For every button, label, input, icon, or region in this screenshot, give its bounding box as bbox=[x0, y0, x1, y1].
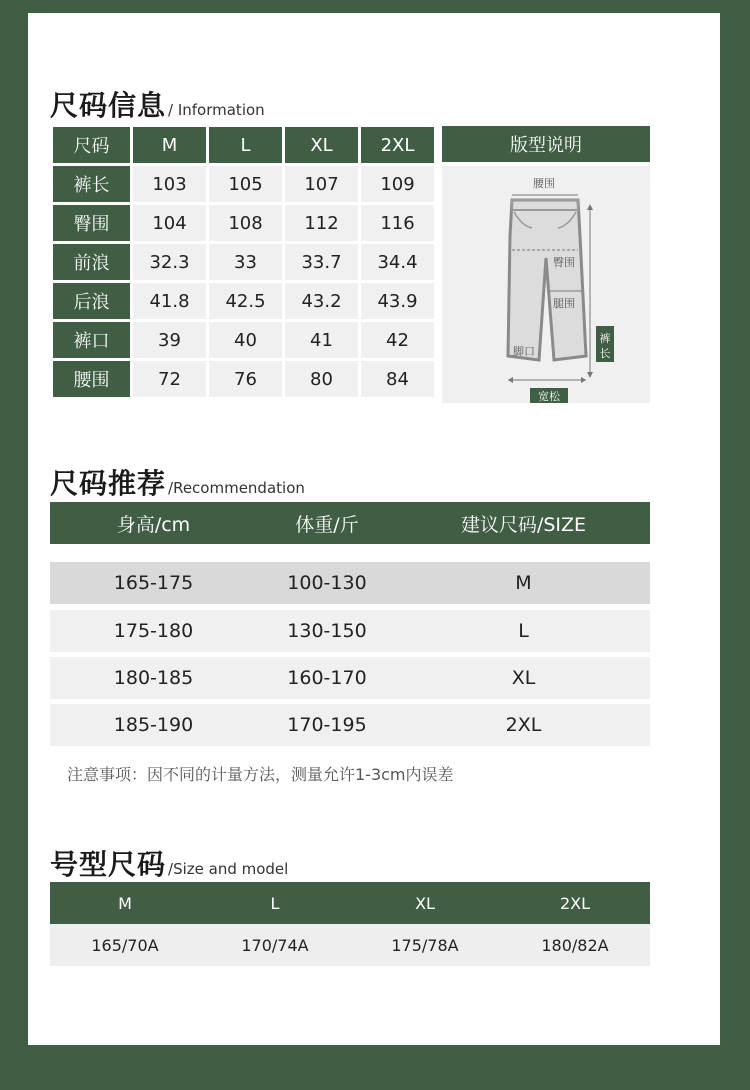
cell-value: 43.2 bbox=[285, 283, 358, 319]
rec-weight: 100-130 bbox=[287, 572, 367, 594]
model-col-2xl: 2XL bbox=[559, 893, 591, 913]
model-subtitle: /Size and model bbox=[168, 860, 289, 878]
cell-value: 33 bbox=[209, 244, 282, 280]
size-table bbox=[50, 124, 437, 400]
hip-label: 臀围 bbox=[553, 256, 575, 269]
rec-weight: 130-150 bbox=[287, 620, 367, 642]
cell-value: 42 bbox=[361, 322, 434, 358]
size-table-header bbox=[53, 127, 434, 163]
size-col-2xl: 2XL bbox=[361, 127, 434, 163]
pants-outline bbox=[508, 200, 586, 360]
rec-size: 2XL bbox=[505, 714, 542, 736]
waist-label: 腰围 bbox=[533, 177, 555, 190]
rec-size: XL bbox=[511, 667, 536, 689]
thigh-label: 腿围 bbox=[553, 297, 575, 310]
cell-value: 34.4 bbox=[361, 244, 434, 280]
cell-value: 109 bbox=[361, 166, 434, 202]
arrow-head-right bbox=[581, 377, 586, 383]
rec-weight: 170-195 bbox=[287, 714, 367, 736]
cell-value: 32.3 bbox=[133, 244, 206, 280]
cell-value: 84 bbox=[361, 361, 434, 397]
rec-size: M bbox=[515, 572, 532, 594]
table-row bbox=[50, 610, 650, 652]
cell-value: 112 bbox=[285, 205, 358, 241]
cell-value: 80 bbox=[285, 361, 358, 397]
measurement-note: 注意事项：因不同的计量方法，测量允许1-3cm内误差 bbox=[67, 765, 454, 784]
cell-value: 39 bbox=[133, 322, 206, 358]
rec-col-size: 建议尺码/SIZE bbox=[460, 513, 587, 536]
table-row bbox=[53, 205, 434, 241]
fit-diagram-title: 版型说明 bbox=[442, 126, 650, 162]
row-label: 裤长 bbox=[53, 166, 130, 202]
rec-weight: 160-170 bbox=[287, 667, 367, 689]
cell-value: 108 bbox=[209, 205, 282, 241]
table-row bbox=[53, 322, 434, 358]
rec-col-weight: 体重/斤 bbox=[295, 513, 359, 536]
table-row bbox=[50, 704, 650, 746]
length-label-1: 裤 bbox=[599, 332, 611, 345]
row-label: 臀围 bbox=[53, 205, 130, 241]
model-value: 165/70A bbox=[91, 935, 159, 955]
info-title: 尺码信息 bbox=[50, 89, 167, 122]
cell-value: 104 bbox=[133, 205, 206, 241]
arrow-head-left bbox=[508, 377, 513, 383]
model-col-xl: XL bbox=[415, 893, 435, 913]
rec-height: 180-185 bbox=[113, 667, 194, 689]
table-row bbox=[50, 924, 650, 966]
row-label: 裤口 bbox=[53, 322, 130, 358]
model-col-m: M bbox=[118, 893, 132, 913]
info-heading bbox=[50, 84, 265, 124]
cell-value: 40 bbox=[209, 322, 282, 358]
cell-value: 103 bbox=[133, 166, 206, 202]
model-title: 号型尺码 bbox=[50, 848, 167, 881]
cell-value: 72 bbox=[133, 361, 206, 397]
length-label-2: 长 bbox=[599, 347, 611, 360]
model-col-l: L bbox=[270, 893, 280, 913]
model-value: 175/78A bbox=[391, 935, 459, 955]
row-label: 后浪 bbox=[53, 283, 130, 319]
table-row bbox=[53, 166, 434, 202]
table-row bbox=[50, 562, 650, 604]
rec-table-header bbox=[50, 502, 650, 544]
fit-diagram bbox=[442, 166, 650, 403]
rec-subtitle: /Recommendation bbox=[168, 479, 305, 497]
table-row bbox=[53, 244, 434, 280]
size-col-m: M bbox=[133, 127, 206, 163]
size-corner: 尺码 bbox=[53, 127, 130, 163]
cell-value: 43.9 bbox=[361, 283, 434, 319]
rec-size: L bbox=[518, 620, 529, 642]
arrow-head-top bbox=[587, 204, 593, 210]
model-heading bbox=[50, 843, 288, 883]
rec-height: 165-175 bbox=[113, 572, 194, 594]
fit-label: 宽松 bbox=[538, 390, 560, 403]
size-col-l: L bbox=[209, 127, 282, 163]
cell-value: 41.8 bbox=[133, 283, 206, 319]
cell-value: 76 bbox=[209, 361, 282, 397]
info-subtitle: / Information bbox=[168, 101, 265, 119]
row-label: 腰围 bbox=[53, 361, 130, 397]
cell-value: 42.5 bbox=[209, 283, 282, 319]
table-row bbox=[53, 361, 434, 397]
rec-col-height: 身高/cm bbox=[116, 513, 191, 536]
arrow-head-bottom bbox=[587, 372, 593, 378]
cell-value: 105 bbox=[209, 166, 282, 202]
cell-value: 116 bbox=[361, 205, 434, 241]
cell-value: 41 bbox=[285, 322, 358, 358]
rec-height: 185-190 bbox=[113, 714, 194, 736]
model-value: 180/82A bbox=[541, 935, 609, 955]
cell-value: 107 bbox=[285, 166, 358, 202]
rec-title: 尺码推荐 bbox=[50, 467, 167, 500]
rec-height: 175-180 bbox=[113, 620, 194, 642]
size-col-xl: XL bbox=[285, 127, 358, 163]
pants-illustration bbox=[442, 166, 650, 403]
hem-label: 脚口 bbox=[513, 345, 535, 358]
cell-value: 33.7 bbox=[285, 244, 358, 280]
row-label: 前浪 bbox=[53, 244, 130, 280]
table-row bbox=[53, 283, 434, 319]
model-value: 170/74A bbox=[241, 935, 309, 955]
model-table-header bbox=[50, 882, 650, 924]
rec-heading bbox=[50, 462, 305, 502]
table-row bbox=[50, 657, 650, 699]
